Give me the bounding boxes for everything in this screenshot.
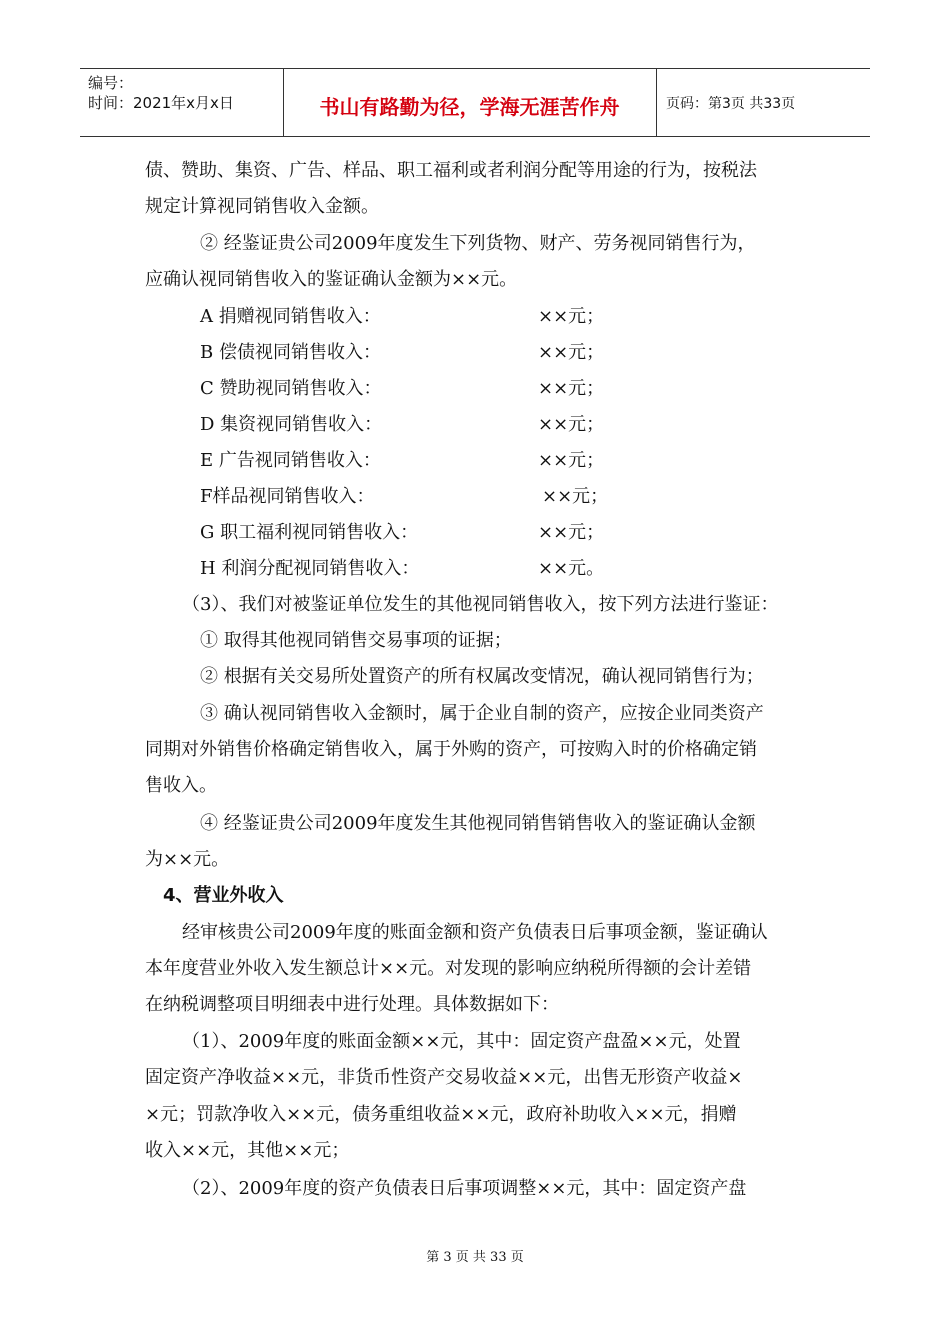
item-amount: ××元； bbox=[542, 486, 609, 507]
serial-number: 编号： bbox=[88, 74, 134, 92]
paragraph-line: ×元；罚款净收入××元，债务重组收益××元，政府补助收入××元，捐赠 bbox=[145, 1104, 737, 1125]
paragraph-line: 售收入。 bbox=[145, 775, 217, 796]
paragraph-line: 应确认视同销售收入的鉴证确认金额为××元。 bbox=[145, 269, 518, 290]
paragraph-line: 为××元。 bbox=[145, 849, 230, 870]
item-label: H 利润分配视同销售收入： bbox=[200, 558, 420, 579]
paragraph-line: 固定资产净收益××元，非货币性资产交易收益××元，出售无形资产收益× bbox=[145, 1067, 743, 1088]
paragraph-line: 收入××元，其他××元； bbox=[145, 1140, 350, 1161]
paragraph-line: 同期对外销售价格确定销售收入，属于外购的资产，可按购入时的价格确定销 bbox=[145, 739, 757, 760]
section-heading: 4、营业外收入 bbox=[163, 885, 284, 906]
item-label: B 偿债视同销售收入： bbox=[200, 342, 381, 363]
item-label: E 广告视同销售收入： bbox=[200, 450, 381, 471]
paragraph-line: （2）、2009年度的资产负债表日后事项调整××元，其中：固定资产盘 bbox=[182, 1178, 747, 1199]
paragraph-line: 本年度营业外收入发生额总计××元。对发现的影响应纳税所得额的会计差错 bbox=[145, 958, 752, 979]
paragraph-line: ① 取得其他视同销售交易事项的证据； bbox=[200, 630, 512, 651]
paragraph-line: 债、赞助、集资、广告、样品、职工福利或者利润分配等用途的行为，按税法 bbox=[145, 160, 757, 181]
document-date: 时间：2021年x月x日 bbox=[88, 94, 234, 112]
header-motto: 书山有路勤为径，学海无涯苦作舟 bbox=[319, 95, 620, 119]
item-label: G 职工福利视同销售收入： bbox=[200, 522, 419, 543]
paragraph-line: ② 经鉴证贵公司2009年度发生下列货物、财产、劳务视同销售行为， bbox=[200, 233, 756, 254]
header-page-number: 页码：第3页 共33页 bbox=[666, 96, 796, 112]
paragraph-line: 经审核贵公司2009年度的账面金额和资产负债表日后事项金额，鉴证确认 bbox=[182, 922, 768, 943]
item-amount: ××元； bbox=[538, 450, 605, 471]
item-label: D 集资视同销售收入： bbox=[200, 414, 383, 435]
header-meta-cell bbox=[80, 69, 284, 136]
item-amount: ××元； bbox=[538, 522, 605, 543]
paragraph-line: ④ 经鉴证贵公司2009年度发生其他视同销售销售收入的鉴证确认金额 bbox=[200, 813, 756, 834]
paragraph-line: ② 根据有关交易所处置资产的所有权属改变情况，确认视同销售行为； bbox=[200, 666, 764, 687]
page-footer: 第 3 页 共 33 页 bbox=[426, 1250, 524, 1265]
item-amount: ××元； bbox=[538, 378, 605, 399]
paragraph-line: 规定计算视同销售收入金额。 bbox=[145, 196, 379, 217]
item-label: A 捐赠视同销售收入： bbox=[200, 306, 381, 327]
item-label: C 赞助视同销售收入： bbox=[200, 378, 382, 399]
paragraph-line: （3）、我们对被鉴证单位发生的其他视同销售收入，按下列方法进行鉴证： bbox=[182, 594, 779, 615]
item-amount: ××元； bbox=[538, 414, 605, 435]
item-amount: ××元。 bbox=[538, 558, 605, 579]
item-label: F样品视同销售收入： bbox=[200, 486, 375, 507]
paragraph-line: ③ 确认视同销售收入金额时，属于企业自制的资产，应按企业同类资产 bbox=[200, 703, 764, 724]
document-header bbox=[80, 68, 870, 137]
paragraph-line: （1）、2009年度的账面金额××元，其中：固定资产盘盈××元，处置 bbox=[182, 1031, 741, 1052]
item-amount: ××元； bbox=[538, 342, 605, 363]
header-page-cell bbox=[656, 69, 870, 136]
header-motto-cell bbox=[283, 69, 657, 136]
item-amount: ××元； bbox=[538, 306, 605, 327]
paragraph-line: 在纳税调整项目明细表中进行处理。具体数据如下： bbox=[145, 994, 559, 1015]
